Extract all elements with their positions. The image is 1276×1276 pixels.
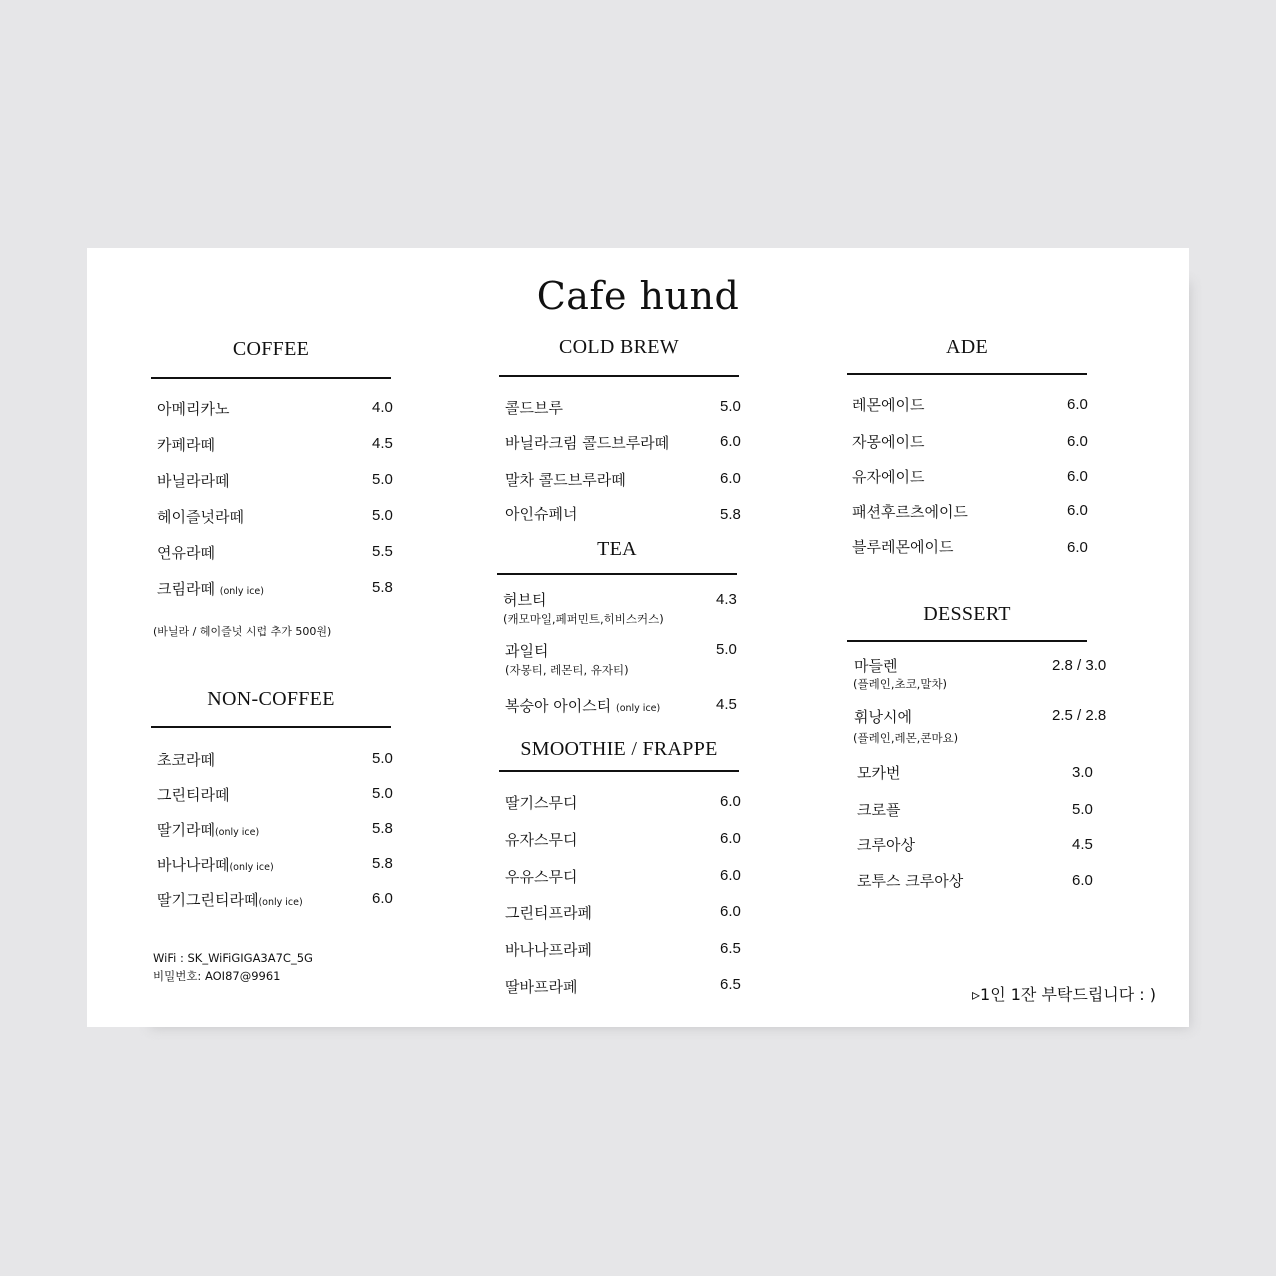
ade-price: 6.0 xyxy=(1067,396,1088,413)
ade-price: 6.0 xyxy=(1067,539,1088,556)
coffee-rule xyxy=(151,377,391,379)
non-coffee-item: 초코라떼 xyxy=(157,751,215,769)
coffee-price: 5.0 xyxy=(372,471,393,488)
tea-item: 과일티 xyxy=(505,642,549,660)
dessert-price: 6.0 xyxy=(1072,872,1093,889)
cold-brew-price: 6.0 xyxy=(720,470,741,487)
dessert-heading: DESSERT xyxy=(923,603,1011,625)
cold-brew-item: 아인슈페너 xyxy=(505,505,578,523)
ade-price: 6.0 xyxy=(1067,433,1088,450)
smoothie-price: 6.0 xyxy=(720,903,741,920)
ade-item: 블루레몬에이드 xyxy=(852,538,954,556)
smoothie-item: 그린티프라페 xyxy=(505,904,592,922)
dessert-rule xyxy=(847,640,1087,642)
non-coffee-rule xyxy=(151,726,391,728)
tea-heading: TEA xyxy=(597,538,637,560)
tea-item-detail: (캐모마일,페퍼민트,히비스커스) xyxy=(503,612,664,626)
dessert-item: 로투스 크루아상 xyxy=(857,872,964,890)
only-ice-note: (only ice) xyxy=(258,897,303,908)
coffee-price: 4.0 xyxy=(372,399,393,416)
ade-rule xyxy=(847,373,1087,375)
smoothie-item: 유자스무디 xyxy=(505,831,578,849)
non-coffee-price: 5.8 xyxy=(372,820,393,837)
dessert-item-detail: (플레인,초코,말차) xyxy=(853,677,948,691)
dessert-price: 4.5 xyxy=(1072,836,1093,853)
ade-price: 6.0 xyxy=(1067,468,1088,485)
coffee-item: 헤이즐넛라떼 xyxy=(157,508,244,526)
non-coffee-price: 6.0 xyxy=(372,890,393,907)
wifi-info xyxy=(153,949,313,985)
tea-item: 복숭아 아이스티 (only ice) xyxy=(505,697,661,715)
smoothie-item: 딸기스무디 xyxy=(505,794,578,812)
tea-item: 허브티 xyxy=(503,591,547,609)
tea-price: 4.3 xyxy=(716,591,737,608)
cold-brew-price: 6.0 xyxy=(720,433,741,450)
cold-brew-item: 말차 콜드브루라떼 xyxy=(505,471,626,489)
smoothie-price: 6.0 xyxy=(720,867,741,884)
tea-price: 4.5 xyxy=(716,696,737,713)
only-ice-note: (only ice) xyxy=(229,862,274,873)
non-coffee-price: 5.8 xyxy=(372,855,393,872)
menu-card xyxy=(87,248,1189,1027)
coffee-price: 4.5 xyxy=(372,435,393,452)
dessert-price: 3.0 xyxy=(1072,764,1093,781)
coffee-item: 카페라떼 xyxy=(157,436,215,454)
non-coffee-heading: NON-COFFEE xyxy=(207,688,335,710)
tea-price: 5.0 xyxy=(716,641,737,658)
tea-item-detail: (자몽티, 레몬티, 유자티) xyxy=(505,663,629,677)
non-coffee-item: 딸기그린티라떼(only ice) xyxy=(157,891,303,909)
cold-brew-heading: COLD BREW xyxy=(559,336,679,358)
only-ice-note: (only ice) xyxy=(615,703,661,714)
dessert-item: 마들렌 xyxy=(854,657,898,675)
coffee-price: 5.8 xyxy=(372,579,393,596)
smoothie-item: 우유스무디 xyxy=(505,868,578,886)
non-coffee-item: 딸기라떼(only ice) xyxy=(157,821,260,839)
ade-item: 자몽에이드 xyxy=(852,433,925,451)
coffee-price: 5.5 xyxy=(372,543,393,560)
coffee-heading: COFFEE xyxy=(232,338,310,360)
ade-heading: ADE xyxy=(945,336,988,358)
smoothie-price: 6.5 xyxy=(720,976,741,993)
dessert-item: 휘낭시에 xyxy=(854,708,912,726)
cafe-title: Cafe hund xyxy=(536,274,740,318)
dessert-item-detail: (플레인,레몬,콘마요) xyxy=(853,731,959,745)
ade-item: 유자에이드 xyxy=(852,468,925,486)
dessert-item: 크로플 xyxy=(857,801,901,819)
non-coffee-item: 바나나라떼(only ice) xyxy=(157,856,274,874)
coffee-item: 크림라떼 (only ice) xyxy=(157,580,264,598)
coffee-item: 아메리카노 xyxy=(157,400,230,418)
smoothie-rule xyxy=(499,770,739,772)
wifi-network: WiFi : SK_WiFiGIGA3A7C_5G xyxy=(153,951,313,965)
only-ice-note: (only ice) xyxy=(214,827,260,838)
coffee-item: 바닐라라떼 xyxy=(157,472,230,490)
cold-brew-price: 5.0 xyxy=(720,398,741,415)
cold-brew-rule xyxy=(499,375,739,377)
smoothie-item: 바나나프라페 xyxy=(505,941,592,959)
one-drink-per-person-note: ▹1인 1잔 부탁드립니다 : ) xyxy=(972,985,1157,1004)
smoothie-item: 딸바프라페 xyxy=(505,978,578,996)
tea-rule xyxy=(497,573,737,575)
coffee-price: 5.0 xyxy=(372,507,393,524)
non-coffee-item: 그린티라떼 xyxy=(157,786,230,804)
wifi-password: 비밀번호: AOI87@9961 xyxy=(153,969,281,983)
dessert-item: 크루아상 xyxy=(857,836,915,854)
ade-price: 6.0 xyxy=(1067,502,1088,519)
dessert-price: 2.5 / 2.8 xyxy=(1052,707,1107,724)
dessert-item: 모카번 xyxy=(857,764,901,782)
only-ice-note: (only ice) xyxy=(219,586,264,597)
smoothie-price: 6.5 xyxy=(720,940,741,957)
non-coffee-price: 5.0 xyxy=(372,785,393,802)
ade-item: 레몬에이드 xyxy=(852,396,925,414)
dessert-price: 2.8 / 3.0 xyxy=(1052,657,1107,674)
cold-brew-price: 5.8 xyxy=(720,506,741,523)
syrup-footnote: (바닐라 / 헤이즐넛 시럽 추가 500원) xyxy=(153,625,332,638)
cold-brew-item: 바닐라크림 콜드브루라떼 xyxy=(505,434,670,452)
dessert-price: 5.0 xyxy=(1072,801,1093,818)
smoothie-heading: SMOOTHIE / FRAPPE xyxy=(520,738,718,760)
smoothie-price: 6.0 xyxy=(720,830,741,847)
smoothie-price: 6.0 xyxy=(720,793,741,810)
cold-brew-item: 콜드브루 xyxy=(505,399,563,417)
ade-item: 패션후르츠에이드 xyxy=(852,503,968,521)
coffee-item: 연유라떼 xyxy=(157,544,215,562)
non-coffee-price: 5.0 xyxy=(372,750,393,767)
